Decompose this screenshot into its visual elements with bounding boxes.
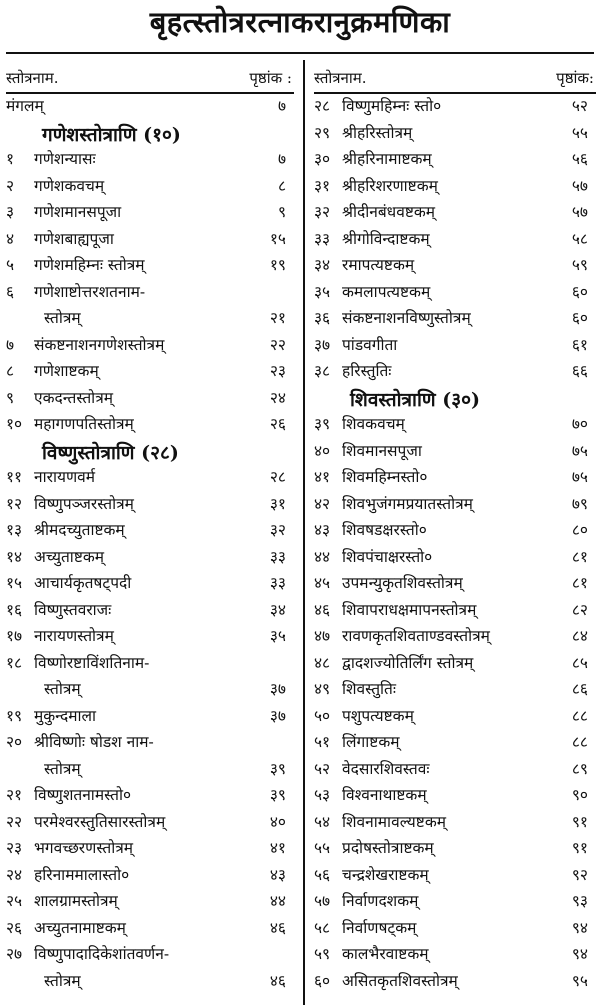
entry-name: हरिस्तुतिः [342,362,392,380]
entry-name: श्रीगोविन्दाष्टकम् [342,229,430,248]
toc-entry [314,942,596,969]
entry-name: निर्वाणषट्कम् [342,918,417,937]
entry-number: ५२ [314,759,331,778]
toc-entry [314,836,596,863]
entry-number: ६ [6,282,15,301]
entry-page: ४६ [269,971,286,990]
entry-page: ८० [571,521,588,539]
toc-entry [6,651,294,678]
entry-name: परमेश्वरस्तुतिसारस्तोत्रम् [34,812,166,831]
entry-page: ७५ [571,441,588,460]
toc-entry [6,783,294,810]
entry-name: संकष्टनाशनगणेशस्तोत्रम् [34,335,165,354]
toc-entry [314,730,596,757]
entry-number: ४६ [314,600,331,619]
entry-number: ३५ [314,282,331,301]
entry-number: ४३ [314,521,331,539]
entry-number: १२ [6,494,23,513]
entry-name: पांडवगीता [342,335,398,354]
entry-number: ३३ [314,229,331,248]
entry-name: शिवभुजंगमप्रयातस्तोत्रम् [342,494,473,513]
toc-entry [6,174,294,201]
entry-name: शिवपंचाक्षरस्तो० [342,547,433,566]
header-page-label: पृष्ठांक : [249,69,292,87]
entry-number: १९ [6,706,23,725]
title-rule [6,52,594,54]
section-heading [6,439,294,466]
entry-number: २२ [6,812,23,831]
entry-page: ७९ [571,494,588,513]
entry-number: ५ [6,256,15,274]
entry-page: ९१ [571,839,588,857]
entry-number: १३ [6,521,23,539]
entry-number: ५५ [314,839,331,857]
entry-number: ४९ [314,680,331,698]
entry-number: ५९ [314,945,331,963]
entry-page: ४३ [269,865,286,884]
entry-number: ४२ [314,494,331,513]
entry-page: १५ [269,229,286,248]
entry-number: ३२ [314,203,331,221]
entry-name: स्तोत्रम् [44,680,81,698]
toc-entry [314,624,596,651]
entry-page: ६० [571,309,588,327]
entry-name: अच्युतनामाष्टकम् [34,918,126,937]
entry-number: ६० [314,971,331,990]
entry-page: २३ [269,362,286,380]
toc-entry [314,598,596,625]
entry-name: गणेशन्यासः [34,150,96,168]
section-heading [314,386,596,413]
toc-entry [314,227,596,254]
toc-entry [314,412,596,439]
toc-entry [314,121,596,148]
entry-page: २६ [269,415,286,433]
toc-entry [314,916,596,943]
toc-list-right [314,94,596,995]
toc-column-left [6,64,294,999]
entry-number: ३१ [314,176,331,195]
toc-entry [6,359,294,386]
entry-page: ९१ [571,812,588,831]
entry-page: ५९ [571,256,588,274]
toc-entry [314,359,596,386]
toc-entry [6,306,294,333]
entry-page: ८१ [571,547,588,566]
entry-name: श्रीहरिनामाष्टकम् [342,150,432,168]
toc-entry [6,836,294,863]
entry-name: नारायणवर्म [34,468,96,486]
entry-name: विष्णुपञ्जरस्तोत्रम् [34,494,134,513]
entry-name: रमापत्यष्टकम् [342,256,415,274]
entry-name: विष्णुपादादिकेशांतवर्णन- [34,945,170,963]
toc-entry [6,200,294,227]
section-title: गणेशस्तोत्राणि (१०) [42,123,181,146]
entry-page: ९ [277,203,286,221]
entry-name: स्तोत्रम् [44,971,81,990]
entry-page: २२ [269,335,286,354]
toc-entry [6,863,294,890]
entry-number: १६ [6,600,23,619]
entry-number: ३४ [314,256,331,274]
header-name-label: स्तोत्रनाम. [6,69,59,87]
entry-number: ३९ [314,415,331,433]
entry-name: द्वादशज्योतिर्लिंग स्तोत्रम् [342,653,474,672]
entry-name: वेदसारशिवस्तवः [342,759,430,778]
entry-name: गणेशमहिम्नः स्तोत्रम् [34,256,145,274]
entry-page: ३७ [269,680,286,698]
entry-number: ५३ [314,786,331,804]
entry-page: ९४ [571,918,588,937]
entry-number: २ [6,176,15,195]
entry-name: गणेशाष्टोत्तरशतनाम- [34,282,146,301]
entry-name: गणेशाष्टकम् [34,362,99,380]
entry-number: १५ [6,574,23,592]
toc-entry [6,704,294,731]
entry-number: २४ [6,865,23,884]
entry-name: प्रदोषस्तोत्राष्टकम् [342,839,434,857]
entry-page: ५७ [571,176,588,195]
toc-entry [6,227,294,254]
entry-number: २३ [6,839,23,857]
entry-number: ५८ [314,918,331,937]
toc-entry [314,810,596,837]
entry-page: ८५ [571,653,588,672]
entry-name: लिंगाष्टकम् [342,733,400,751]
toc-entry [6,916,294,943]
column-divider [303,60,305,1005]
toc-entry [314,677,596,704]
entry-name: कमलापत्यष्टकम् [342,282,431,301]
column-header [314,64,596,94]
toc-entry [314,518,596,545]
entry-name: रावणकृतशिवताण्डवस्तोत्रम् [342,627,490,645]
toc-entry [314,439,596,466]
toc-entry [6,571,294,598]
toc-entry [314,757,596,784]
toc-entry [314,545,596,572]
entry-number: १८ [6,653,23,672]
entry-number: ४ [6,229,15,248]
entry-name: मुकुन्दमाला [34,706,97,725]
entry-page: ७ [277,150,286,168]
entry-name: एकदन्तस्तोत्रम् [34,388,114,407]
entry-name: गणेशकवचम् [34,176,105,195]
entry-page: ९२ [571,865,588,884]
entry-page: ८८ [571,733,588,751]
entry-page: ३९ [269,759,286,778]
entry-page: ८१ [571,574,588,592]
entry-page: ४१ [269,839,286,857]
entry-number: २९ [314,123,331,142]
entry-name: शिवमहिम्नस्तो० [342,468,428,486]
page-title: बृहत्स्तोत्ररत्नाकरानुक्रमणिका [149,5,451,39]
entry-number: १० [6,415,23,433]
entry-name: शिवापराधक्षमापनस्तोत्रम् [342,600,477,619]
entry-number: ७ [6,335,15,354]
entry-name: महागणपतिस्तोत्रम् [34,415,134,433]
toc-entry [314,333,596,360]
entry-number: ४१ [314,468,331,486]
entry-page: ७० [571,415,588,433]
toc-entry [6,677,294,704]
toc-entry [314,889,596,916]
entry-page: ५७ [571,203,588,221]
header-name-label: स्तोत्रनाम. [314,69,367,87]
entry-number: ५० [314,706,331,725]
entry-number: ५४ [314,812,331,831]
entry-number: २० [6,733,23,751]
entry-number: १४ [6,547,23,566]
entry-page: ९३ [571,892,588,910]
entry-number: ५६ [314,865,331,884]
entry-name: शिवषडक्षरस्तो० [342,521,427,539]
toc-entry [6,889,294,916]
toc-entry [314,492,596,519]
toc-list-left [6,94,294,995]
entry-number: १७ [6,627,23,645]
entry-number: ४७ [314,627,331,645]
entry-number: ४५ [314,574,331,592]
entry-name: अच्युताष्टकम् [34,547,105,566]
entry-page: २४ [269,388,286,407]
toc-entry [314,94,596,121]
entry-number: ५७ [314,892,331,910]
entry-name: शिवस्तुतिः [342,680,397,698]
entry-number: ३० [314,150,331,168]
entry-number: २१ [6,786,23,804]
entry-page: ३३ [269,574,286,592]
entry-name: श्रीविष्णोः षोडश नाम- [34,733,154,751]
entry-page: ६६ [571,362,588,380]
section-heading [6,121,294,148]
entry-number: ३ [6,203,15,221]
entry-name: शिवमानसपूजा [342,441,422,460]
entry-page: ४० [269,812,286,831]
entry-page: ९० [571,786,588,804]
entry-number: ३६ [314,309,331,327]
entry-page: ३५ [269,627,286,645]
entry-number: ४० [314,441,331,460]
entry-page: २१ [269,309,286,327]
entry-name: श्रीहरिशरणाष्टकम् [342,176,438,195]
entry-page: ८८ [571,706,588,725]
toc-entry [6,94,294,121]
toc-entry [314,200,596,227]
entry-number: २८ [314,97,331,115]
entry-name: आचार्यकृतषट्पदी [34,574,132,592]
toc-entry [6,942,294,969]
toc-entry [314,280,596,307]
entry-page: ४४ [269,892,286,910]
entry-page: ५५ [571,123,588,142]
toc-entry [6,730,294,757]
entry-name: उपमन्युकृतशिवस्तोत्रम् [342,574,463,592]
entry-name: स्तोत्रम् [44,759,81,778]
entry-name: गणेशमानसपूजा [34,203,122,221]
entry-page: ८६ [571,680,588,698]
entry-number: १ [6,150,15,168]
entry-name: पशुपत्यष्टकम् [342,706,414,725]
toc-entry [6,412,294,439]
entry-page: ३१ [269,494,286,513]
entry-page: २८ [269,468,286,486]
entry-page: ५८ [571,229,588,248]
entry-name: मंगलम् [6,97,44,115]
entry-name: श्रीमदच्युताष्टकम् [34,521,125,539]
toc-entry [6,465,294,492]
toc-entry [6,386,294,413]
toc-entry [6,280,294,307]
toc-entry [6,545,294,572]
entry-name: चन्द्रशेखराष्टकम् [342,865,429,884]
section-title: शिवस्तोत्राणि (३०) [350,388,480,411]
toc-entry [314,253,596,280]
entry-name: संकष्टनाशनविष्णुस्तोत्रम् [342,309,471,327]
entry-page: ३७ [269,706,286,725]
entry-page: ७५ [571,468,588,486]
toc-entry [314,174,596,201]
toc-entry [6,969,294,996]
toc-entry [314,863,596,890]
entry-number: ८ [6,362,15,380]
toc-entry [314,783,596,810]
entry-name: विष्णुमहिम्नः स्तो० [342,97,442,115]
entry-number: ११ [6,468,23,486]
entry-page: ८२ [571,600,588,619]
entry-page: ४६ [269,918,286,937]
toc-entry [314,704,596,731]
entry-name: विश्वनाथाष्टकम् [342,786,427,804]
entry-name: हरिनाममालास्तो० [34,865,130,884]
entry-number: २७ [6,945,23,963]
toc-entry [6,147,294,174]
entry-name: विष्णोरष्टाविंशतिनाम- [34,653,150,672]
entry-page: ३४ [269,600,286,619]
entry-page: ९४ [571,945,588,963]
entry-name: असितकृतशिवस्तोत्रम् [342,971,458,990]
entry-page: ३९ [269,786,286,804]
header-page-label: पृष्ठांक: [556,69,594,87]
entry-name: शालग्रामस्तोत्रम् [34,892,118,910]
entry-page: ६१ [571,335,588,354]
toc-entry [314,306,596,333]
entry-page: ९५ [571,971,588,990]
entry-name: शिवकवचम् [342,415,405,433]
toc-entry [6,333,294,360]
entry-name: नारायणस्तोत्रम् [34,627,114,645]
entry-page: ५६ [571,150,588,168]
entry-page: ६० [571,282,588,301]
toc-entry [6,624,294,651]
entry-name: विष्णुशतनामस्तो० [34,786,132,804]
entry-page: ८९ [571,759,588,778]
entry-number: ४८ [314,653,331,672]
entry-number: ३७ [314,335,331,354]
entry-name: विष्णुस्तवराजः [34,600,112,619]
entry-number: ९ [6,388,15,407]
entry-name: गणेशबाह्यपूजा [34,229,114,248]
entry-name: कालभैरवाष्टकम् [342,945,429,963]
entry-name: भगवच्छरणस्तोत्रम् [34,839,134,857]
toc-entry [6,598,294,625]
entry-page: ३३ [269,547,286,566]
entry-page: ८ [277,176,286,195]
column-header [6,64,294,94]
entry-number: २५ [6,892,23,910]
entry-name: शिवनामावल्यष्टकम् [342,812,446,831]
toc-entry [314,651,596,678]
toc-entry [6,253,294,280]
toc-entry [6,810,294,837]
entry-name: श्रीदीनबंधवष्टकम् [342,203,436,221]
entry-page: ५२ [571,97,588,115]
entry-page: १९ [269,256,286,274]
toc-entry [314,147,596,174]
entry-name: श्रीहरिस्तोत्रम् [342,123,413,142]
toc-entry [314,969,596,996]
toc-entry [6,757,294,784]
entry-number: ५१ [314,733,331,751]
section-title: विष्णुस्तोत्राणि (२८) [42,441,179,464]
entry-number: २६ [6,918,23,937]
entry-page: ७ [277,97,286,115]
toc-entry [314,465,596,492]
entry-name: निर्वाणदशकम् [342,892,419,910]
entry-name: स्तोत्रम् [44,309,81,327]
entry-page: ३२ [269,521,286,539]
toc-entry [6,492,294,519]
toc-entry [6,518,294,545]
entry-page: ८४ [571,627,588,645]
toc-entry [314,571,596,598]
toc-column-right [314,64,596,999]
entry-number: ४४ [314,547,331,566]
entry-number: ३८ [314,362,331,380]
